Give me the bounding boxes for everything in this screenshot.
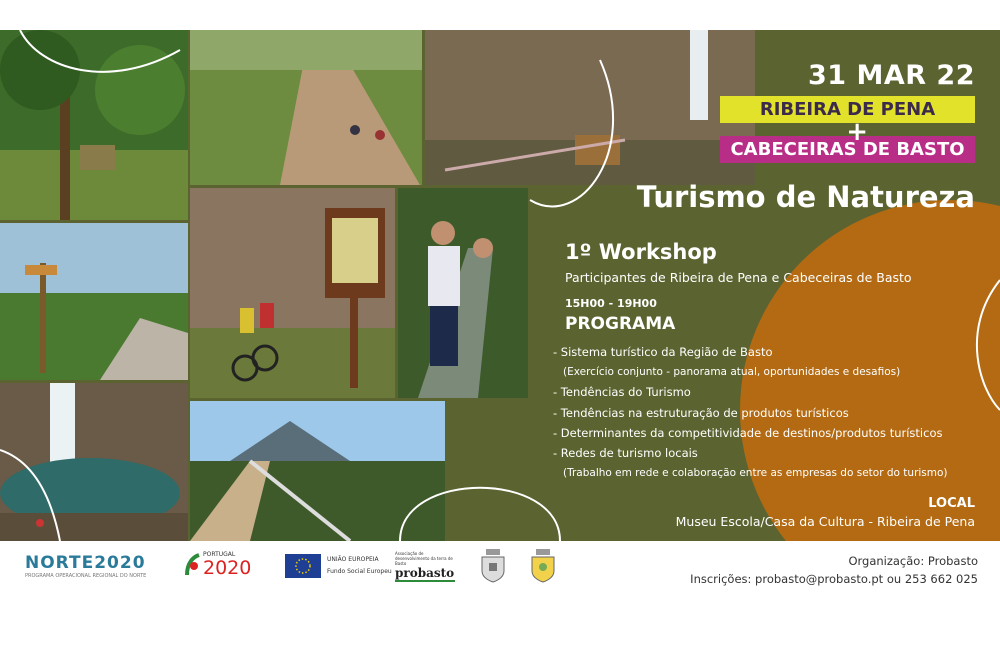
portugal-flag-icon — [185, 553, 201, 577]
workshop-title: 1º Workshop — [565, 240, 717, 264]
poster — [0, 30, 1000, 541]
local-value: Museu Escola/Casa da Cultura - Ribeira de Pena — [675, 514, 975, 529]
program-item: - Tendências na estruturação de produtos turísticos — [553, 405, 849, 420]
probasto-logo: Associação de desenvolvimento da terra de Basto probasto — [395, 551, 455, 580]
cabeceiras-de-basto-coat-of-arms — [528, 549, 558, 587]
workshop-time: 15H00 - 19H00 — [565, 297, 657, 310]
program-item: (Exercício conjunto - panorama atual, oportunidades e desafios) — [563, 366, 901, 379]
footer: NORTE2020 PROGRAMA OPERACIONAL REGIONAL DO NORTE PORTUGAL 2020 UNIÃO EUROPEIA Fundo Social Europeu Associação de desenvolvimento da terra de Basto probasto Organização: Probasto Inscrições: probasto@probasto.pt ou 253 662 025 — [25, 551, 978, 586]
program-item: - Determinantes da competitividade de destinos/produtos turísticos — [553, 425, 943, 440]
program-list — [553, 342, 948, 483]
local-label: LOCAL — [928, 496, 975, 511]
plus-sign: + — [846, 117, 868, 147]
workshop-subtitle: Participantes de Ribeira de Pena e Cabeceiras de Basto — [565, 270, 912, 285]
norte2020-logo: NORTE2020 PROGRAMA OPERACIONAL REGIONAL DO NORTE — [25, 553, 147, 579]
ribeira-de-pena-coat-of-arms — [478, 549, 508, 587]
program-item: - Redes de turismo locais — [553, 446, 698, 461]
organizer-text: Organização: Probasto — [848, 554, 978, 568]
program-item: (Trabalho em rede e colaboração entre as empresas do setor do turismo) — [563, 467, 948, 480]
event-date: 31 MAR 22 — [807, 60, 975, 91]
eu-flag-icon — [285, 554, 321, 578]
registration-text: Inscrições: probasto@probasto.pt ou 253 662 025 — [690, 572, 978, 586]
eu-logo: UNIÃO EUROPEIA Fundo Social Europeu — [285, 554, 321, 582]
tag-cabeceiras-de-basto: CABECEIRAS DE BASTO — [720, 136, 975, 163]
coat-of-arms-icon — [528, 549, 558, 583]
program-item: - Sistema turístico da Região de Basto — [553, 345, 773, 359]
event-title: Turismo de Natureza — [636, 180, 975, 214]
program-title: PROGRAMA — [565, 314, 676, 334]
tag-ribeira-de-pena: RIBEIRA DE PENA — [720, 96, 975, 123]
program-item: - Tendências do Turismo — [553, 385, 691, 400]
footer-contact — [690, 552, 978, 588]
coat-of-arms-icon — [478, 549, 508, 583]
